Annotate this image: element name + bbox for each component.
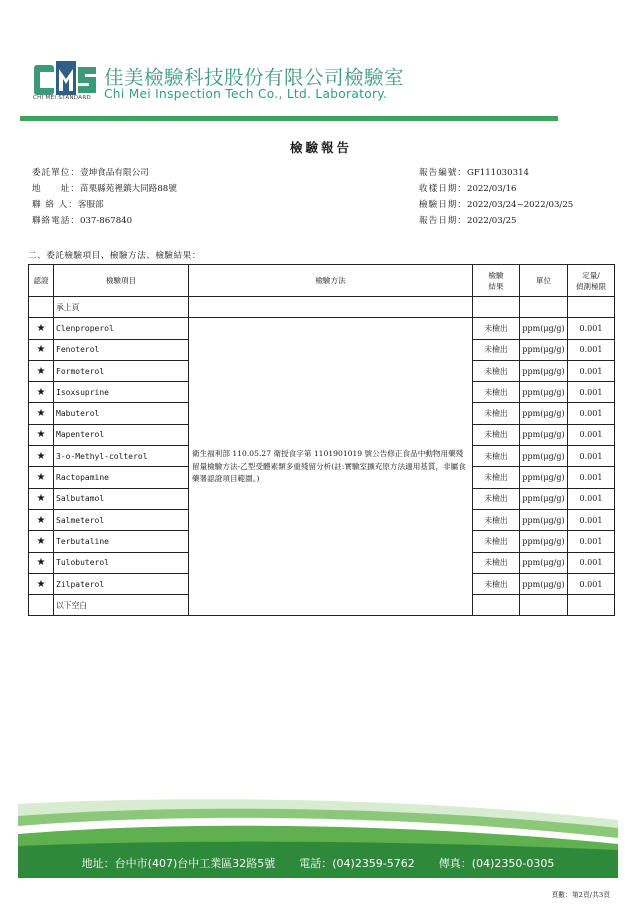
test-result: 未檢出: [473, 403, 520, 424]
test-item-name: Salbutamol: [54, 488, 189, 509]
test-item-name: Salmeterol: [54, 509, 189, 530]
table-row-continued: [29, 297, 615, 318]
accredit-star-icon: ★: [29, 318, 54, 339]
client-name-row: [32, 165, 177, 181]
test-loq: 0.001: [568, 318, 615, 339]
client-contact-row: [32, 197, 177, 213]
client-info: [32, 165, 177, 229]
test-result: 未檢出: [473, 531, 520, 552]
company-name-english: Chi Mei Inspection Tech Co., Ltd. Laboratory.: [104, 87, 388, 101]
report-info: [419, 165, 573, 229]
info-label: 檢驗日期：: [419, 200, 467, 210]
test-item-name: 3-o-Methyl-colterol: [54, 446, 189, 467]
test-result: 未檢出: [473, 424, 520, 445]
test-loq: 0.001: [568, 424, 615, 445]
test-unit: ppm(μg/g): [520, 446, 568, 467]
report-title: 檢驗報告: [289, 140, 352, 155]
info-label: 聯 絡 人：: [32, 200, 78, 210]
report-date-row: [419, 213, 573, 229]
test-loq: 0.001: [568, 467, 615, 488]
test-unit: ppm(μg/g): [520, 509, 568, 530]
info-label: 收樣日期：: [419, 184, 467, 194]
footer-address: 地址：台中市(407)台中工業區32路5號: [81, 857, 276, 870]
info-value: 2022/03/25: [466, 216, 517, 226]
test-item-name: Fenoterol: [54, 339, 189, 360]
info-value: 037-867840: [79, 216, 133, 226]
header-accredit: 認證: [29, 265, 54, 297]
table-row: [29, 318, 615, 339]
test-unit: ppm(μg/g): [520, 339, 568, 360]
client-phone-row: [32, 213, 177, 229]
accredit-star-icon: ★: [29, 509, 54, 530]
test-result: 未檢出: [473, 509, 520, 530]
logo-subtitle: CHI MEI STANDARD: [33, 95, 91, 101]
test-loq: 0.001: [568, 339, 615, 360]
info-value: GF111030314: [466, 168, 530, 178]
test-result: 未檢出: [473, 318, 520, 339]
test-unit: ppm(μg/g): [520, 382, 568, 403]
info-label: 聯絡電話：: [32, 216, 80, 226]
test-unit: ppm(μg/g): [520, 318, 568, 339]
test-unit: ppm(μg/g): [520, 573, 568, 594]
test-item-name: Clenproperol: [54, 318, 189, 339]
info-label: 地 址：: [32, 184, 80, 194]
test-loq: 0.001: [568, 446, 615, 467]
company-name-chinese: 佳美檢驗科技股份有限公司檢驗室: [104, 66, 405, 89]
test-item-name: Mabuterol: [54, 403, 189, 424]
accredit-star-icon: ★: [29, 467, 54, 488]
sample-date-row: [419, 181, 573, 197]
accredit-star-icon: ★: [29, 424, 54, 445]
accredit-star-icon: ★: [29, 531, 54, 552]
test-result: 未檢出: [473, 552, 520, 573]
test-result: 未檢出: [473, 467, 520, 488]
header-method: 檢驗方法: [189, 265, 473, 297]
test-item-name: Mapenterol: [54, 424, 189, 445]
accredit-star-icon: ★: [29, 488, 54, 509]
accredit-star-icon: ★: [29, 552, 54, 573]
continued-label: 承上頁: [54, 297, 189, 318]
test-result: 未檢出: [473, 446, 520, 467]
footer-contact: [18, 852, 618, 874]
test-method: 衛生福利部 110.05.27 衛授食字第 1101901019 號公告修正食品中動物用藥殘留量檢驗方法-乙型受體素類多重殘留分析(註:實驗室擴充原方法適用基質，非屬食藥署認證項目範圍。): [189, 318, 473, 616]
table-header-row: [29, 265, 615, 297]
info-value: 2022/03/24~2022/03/25: [466, 200, 574, 210]
test-loq: 0.001: [568, 552, 615, 573]
report-number-row: [419, 165, 573, 181]
accredit-star-icon: ★: [29, 382, 54, 403]
test-unit: ppm(μg/g): [520, 403, 568, 424]
company-logo: [34, 59, 98, 99]
header-divider: [20, 116, 558, 121]
info-value: 苗栗縣苑裡鎮大同路88號: [79, 184, 177, 194]
test-loq: 0.001: [568, 403, 615, 424]
header-unit: 單位: [520, 265, 568, 297]
header-item: 檢驗項目: [54, 265, 189, 297]
accredit-star-icon: ★: [29, 573, 54, 594]
test-unit: ppm(μg/g): [520, 531, 568, 552]
accredit-star-icon: ★: [29, 339, 54, 360]
client-address-row: [32, 181, 177, 197]
test-date-row: [419, 197, 573, 213]
info-value: 壹坤食品有限公司: [79, 168, 149, 178]
results-table: [28, 264, 615, 616]
accredit-star-icon: ★: [29, 403, 54, 424]
header-loq: 定量/ 偵測極限: [568, 265, 615, 297]
test-unit: ppm(μg/g): [520, 467, 568, 488]
info-value: 2022/03/16: [466, 184, 517, 194]
info-label: 報告日期：: [419, 216, 467, 226]
header-result: 檢驗 結果: [473, 265, 520, 297]
test-loq: 0.001: [568, 531, 615, 552]
test-unit: ppm(μg/g): [520, 488, 568, 509]
test-item-name: Terbutaline: [54, 531, 189, 552]
test-loq: 0.001: [568, 509, 615, 530]
section-title: 二、委託檢驗項目、檢驗方法、檢驗結果：: [28, 251, 201, 261]
test-item-name: Zilpaterol: [54, 573, 189, 594]
info-value: 客服部: [77, 200, 104, 210]
accredit-star-icon: ★: [29, 446, 54, 467]
end-label: 以下空白: [54, 595, 189, 616]
test-result: 未檢出: [473, 573, 520, 594]
test-item-name: Tulobuterol: [54, 552, 189, 573]
test-unit: ppm(μg/g): [520, 424, 568, 445]
test-item-name: Formoterol: [54, 360, 189, 381]
test-unit: ppm(μg/g): [520, 552, 568, 573]
test-loq: 0.001: [568, 488, 615, 509]
footer-fax: 傳真：(04)2350-0305: [438, 857, 555, 870]
info-label: 報告編號：: [419, 168, 467, 178]
accredit-star-icon: ★: [29, 360, 54, 381]
info-label: 委託單位：: [32, 168, 80, 178]
test-item-name: Ractopamine: [54, 467, 189, 488]
footer-phone: 電話：(04)2359-5762: [299, 857, 415, 870]
test-result: 未檢出: [473, 360, 520, 381]
test-loq: 0.001: [568, 573, 615, 594]
test-result: 未檢出: [473, 339, 520, 360]
test-unit: ppm(μg/g): [520, 360, 568, 381]
test-result: 未檢出: [473, 488, 520, 509]
test-loq: 0.001: [568, 382, 615, 403]
test-item-name: Isoxsuprine: [54, 382, 189, 403]
test-result: 未檢出: [473, 382, 520, 403]
test-loq: 0.001: [568, 360, 615, 381]
page-number: 頁數：第2頁/共3頁: [551, 891, 610, 899]
